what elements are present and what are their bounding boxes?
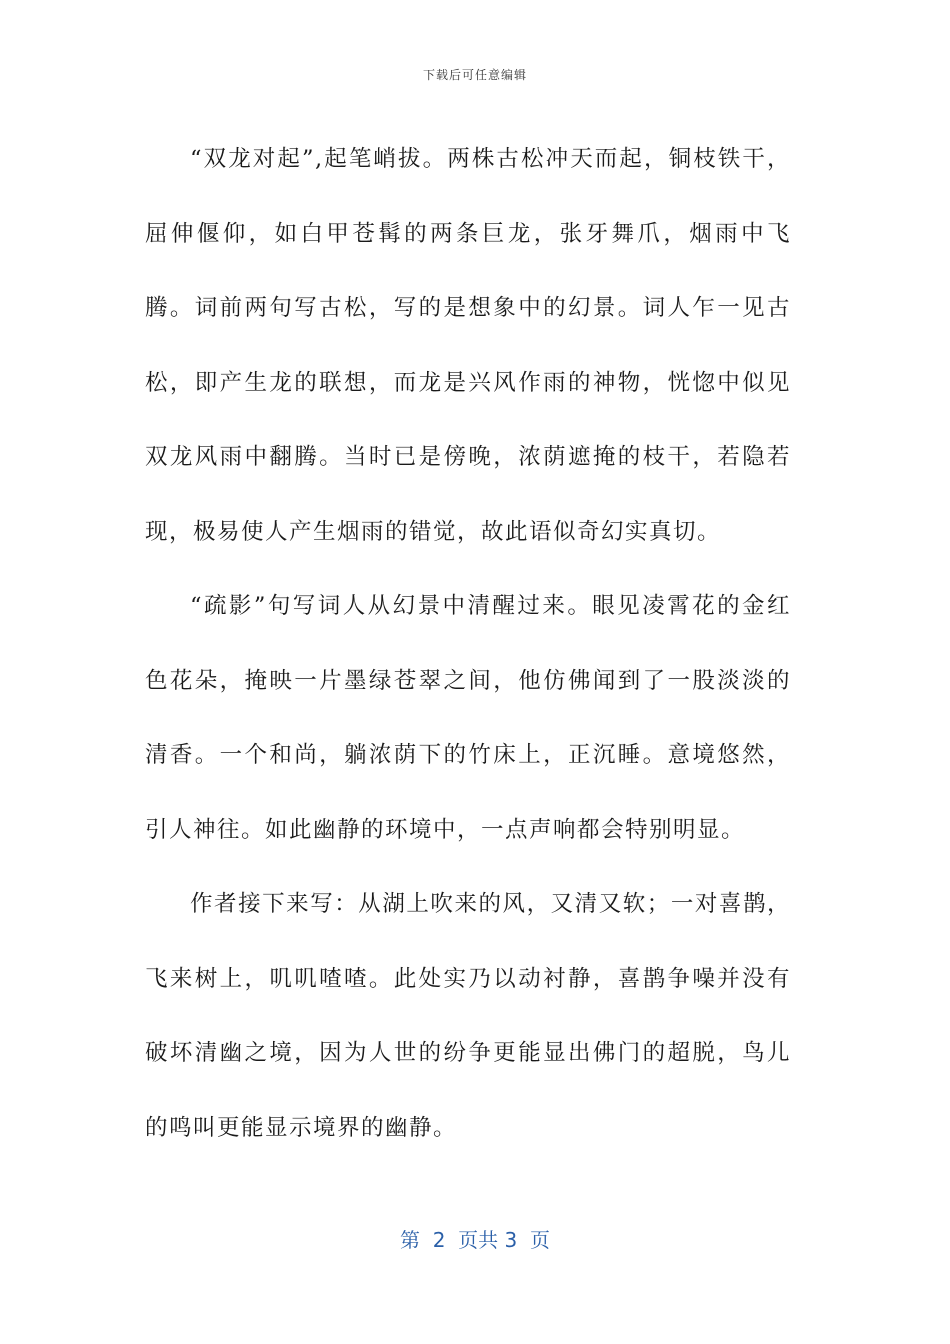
paragraph-1: “双龙对起”,起笔峭拔。两株古松冲天而起，铜枝铁干，屈伸偃仰，如白甲苍髯的两条巨龙，张牙舞爪，烟雨中飞腾。词前两句写古松，写的是想象中的幻景。词人乍一见古松，即产生龙的联想，而龙是兴风作雨的神物，恍惚中似见双龙风雨中翻腾。当时已是傍晚，浓荫遮掩的枝干，若隐若现，极易使人产生烟雨的错觉，故此语似奇幻实真切。 (145, 146, 791, 545)
header-note: 下载后可任意编辑 (422, 68, 527, 82)
page-number-footer: 第 2 页共 3 页 (400, 1228, 550, 1252)
document-body (145, 122, 791, 1165)
paragraph-2: “疏影”句写词人从幻景中清醒过来。眼见凌霄花的金红色花朵，掩映一片墨绿苍翠之间，他仿佛闻到了一股淡淡的清香。一个和尚，躺浓荫下的竹床上，正沉睡。意境悠然，引人神往。如此幽静的环境中，一点声响都会特别明显。 (145, 593, 791, 843)
paragraph-3: 作者接下来写：从湖上吹来的风，又清又软；一对喜鹊，飞来树上，叽叽喳喳。此处实乃以动衬静，喜鹊争噪并没有破坏清幽之境，因为人世的纷争更能显出佛门的超脱，鸟儿的鸣叫更能显示境界的幽静。 (145, 891, 791, 1141)
